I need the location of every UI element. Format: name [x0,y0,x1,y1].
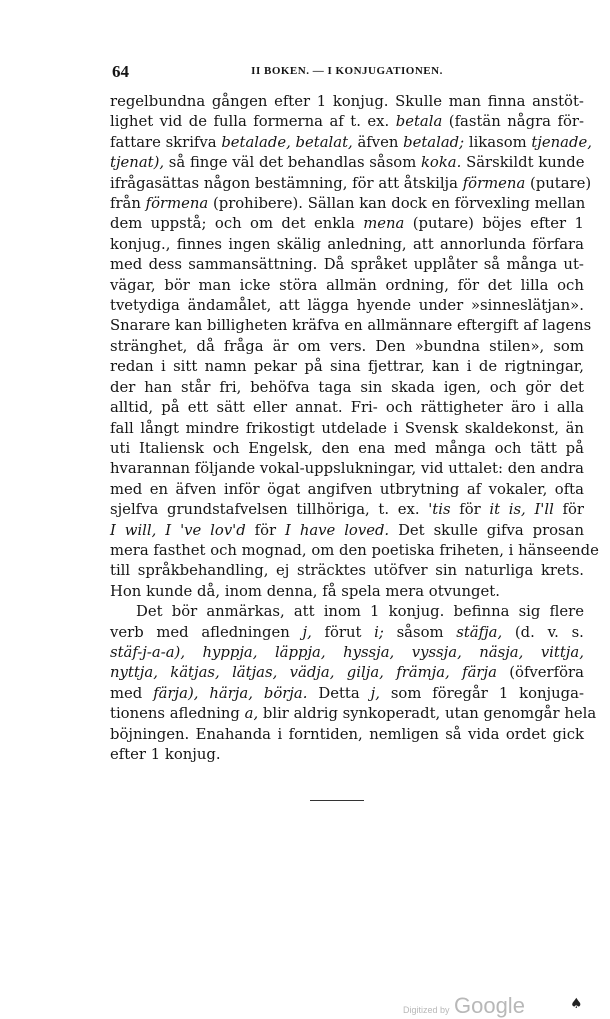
text-line: lighet vid de fulla formerna af t. ex. betala (fastän några för- [110,113,584,131]
text-line: konjug., finnes ingen skälig anledning, att annorlunda förfara [110,235,584,253]
text-line: mera fasthet och mognad, om den poetiska friheten, i hänseende [110,541,599,559]
watermark-brand: Google [453,993,525,1018]
text-line: der han står fri, behöfva taga sin skada igen, och gör det [110,378,584,396]
text-line: böjningen. Enahanda i forntiden, nemligen så vida ordet gick [110,725,584,743]
corner-mark-icon: ♠ [570,996,583,1012]
text-line: Snarare kan billigheten kräfva en allmännare eftergift af lagens [110,317,592,335]
text-line: stäf-j-a-a), hyppja, läppja, hyssja, vyssja, näsja, vittja, [110,643,584,661]
digitized-watermark [403,993,525,1019]
text-line: stränghet, då fråga är om vers. Den »bundna stilen», som [110,337,584,355]
text-line: från förmena (prohibere). Sällan kan dock en förvexling mellan [110,195,586,213]
text-line: verb med afledningen j, förut i; såsom stäfja, (d. v. s. [110,623,584,641]
text-line: vägar, bör man icke störa allmän ordning, för det lilla och [110,276,584,294]
text-line: ifrågasättas någon bestämning, för att åtskilja förmena (putare) [110,174,592,192]
text-line: I will, I 've lov'd för I have loved. Det skulle gifva prosan [110,521,584,539]
text-line: hvarannan följande vokal-uppslukningar, vid uttalet: den andra [110,460,584,478]
text-line: fall långt mindre frikostigt utdelade i Svensk skaldekonst, än [110,419,584,437]
body-text [110,92,599,765]
page-header [112,62,582,84]
text-line: redan i sitt namn pekar på sina fjettrar, kan i de rigtningar, [110,358,584,376]
text-line: till språkbehandling, ej sträcktes utöfver sin naturliga krets. [110,562,584,580]
text-line: sjelfva grundstafvelsen tillhöriga, t. ex. 'tis för it is, I'll för [110,501,584,519]
text-line: tionens afledning a, blir aldrig synkoperadt, utan genomgår hela [110,705,597,723]
running-head: II BOKEN. — I KONJUGATIONEN. [251,65,443,77]
text-line: dem uppstå; och om det enkla mena (putare) böjes efter 1 [110,215,584,233]
page-number: 64 [112,62,129,81]
text-line: med färja), härja, börja. Detta j, som föregår 1 konjuga- [110,684,584,702]
text-line: Det bör anmärkas, att inom 1 konjug. befinna sig flere [136,603,584,621]
text-line: fattare skrifva betalade, betalat, äfven betalad; likasom tjenade, [110,133,592,151]
watermark-prefix: Digitized by [403,1005,450,1015]
text-line: tvetydiga ändamålet, att lägga hyende under »sinneslätjan». [110,297,584,315]
text-line: Hon kunde då, inom denna, få spela mera otvunget. [110,582,500,600]
text-line: alltid, på ett sätt eller annat. Fri- och rättigheter äro i alla [110,399,584,417]
text-line: med en äfven inför ögat angifven utbrytning af vokaler, ofta [110,480,584,498]
text-line: med dess sammansättning. Då språket upplåter så många ut- [110,256,584,274]
text-line: uti Italiensk och Engelsk, den ena med många och tätt på [110,439,584,457]
text-line: regelbundna gången efter 1 konjug. Skulle man finna anstöt- [110,93,584,110]
text-line: nyttja, kätjas, lätjas, vädja, gilja, främja, färja (öfverföra [110,664,584,682]
text-line: efter 1 konjug. [110,746,221,763]
text-line: tjenat), så finge väl det behandlas såsom koka. Särskildt kunde [110,154,585,172]
section-divider [310,800,364,801]
